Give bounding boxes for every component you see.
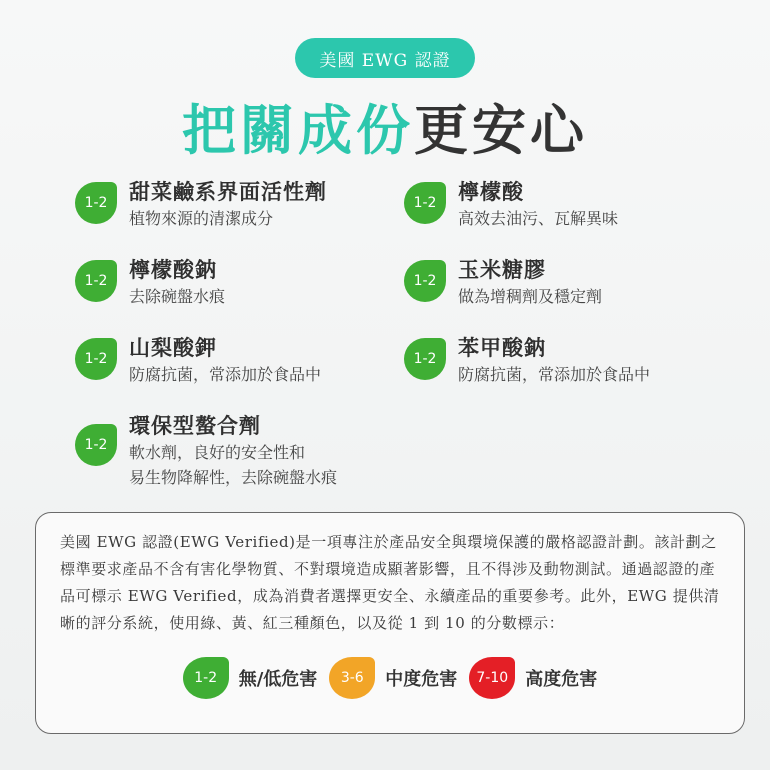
rating-leaf-icon: 1-2 [404,260,446,302]
rating-leaf-icon: 1-2 [75,424,117,466]
legend-label: 中度危害 [385,669,458,690]
ingredient-item [404,256,602,309]
leaf-icon-red: 7-10 [469,657,515,699]
ingredient-desc: 高效去油污、瓦解異味 [458,209,619,228]
ingredient-desc: 防腐抗菌，常添加於食品中 [129,365,322,384]
ingredient-item [75,256,225,309]
leaf-icon-yellow: 3-6 [329,657,375,699]
ingredient-desc: 防腐抗菌，常添加於食品中 [458,365,651,384]
rating-leaf-icon: 1-2 [75,182,117,224]
ingredient-item [75,412,337,490]
ingredient-name: 檸檬酸鈉 [129,257,217,282]
ingredient-item [75,334,321,387]
ingredient-desc: 做為增稠劑及穩定劑 [458,287,603,306]
ewg-info-box [35,512,745,734]
rating-leaf-icon: 1-2 [75,260,117,302]
page-headline [0,88,770,165]
legend-item-high [469,657,597,699]
ingredient-item [75,178,327,231]
headline-rest: 更安心 [414,98,588,162]
leaf-icon-green: 1-2 [183,657,229,699]
rating-leaf-icon: 1-2 [75,338,117,380]
ingredient-item [404,334,650,387]
ingredient-name: 甜菜鹼系界面活性劑 [129,179,327,204]
headline-highlight: 把關成份 [182,98,414,162]
legend-item-moderate [329,657,457,699]
ingredient-name: 玉米糖膠 [458,257,546,282]
ingredient-item [404,178,618,231]
legend-label: 無/低危害 [238,669,318,690]
ewg-info-text: 美國 EWG 認證(EWG Verified)是一項專注於產品安全與環境保護的嚴格認證計劃。該計劃之標準要求產品不含有害化學物質、不對環境造成顯著影響，且不得涉及動物測試。通過認證的產品可標示 EWG Verified，成為消費者選擇更安全、永續產品的重要參考。此外，EWG 提供清晰的評分系統，使用綠、黃、紅三種顏色，以及從 1 到 10 的分數標示： [60,533,720,632]
legend-item-low [183,657,318,699]
ewg-certification-badge: 美國 EWG 認證 [295,38,475,78]
ingredient-name: 檸檬酸 [458,179,524,204]
ingredient-name: 苯甲酸鈉 [458,335,546,360]
ingredient-name: 山梨酸鉀 [129,335,217,360]
legend-label: 高度危害 [525,669,598,690]
ingredient-desc: 去除碗盤水痕 [129,287,226,306]
rating-leaf-icon: 1-2 [404,338,446,380]
ingredient-desc: 植物來源的清潔成分 [129,209,274,228]
rating-legend [60,657,720,699]
ingredient-name: 環保型螯合劑 [129,413,261,438]
rating-leaf-icon: 1-2 [404,182,446,224]
ingredient-desc: 軟水劑，良好的安全性和 易生物降解性，去除碗盤水痕 [129,443,338,487]
